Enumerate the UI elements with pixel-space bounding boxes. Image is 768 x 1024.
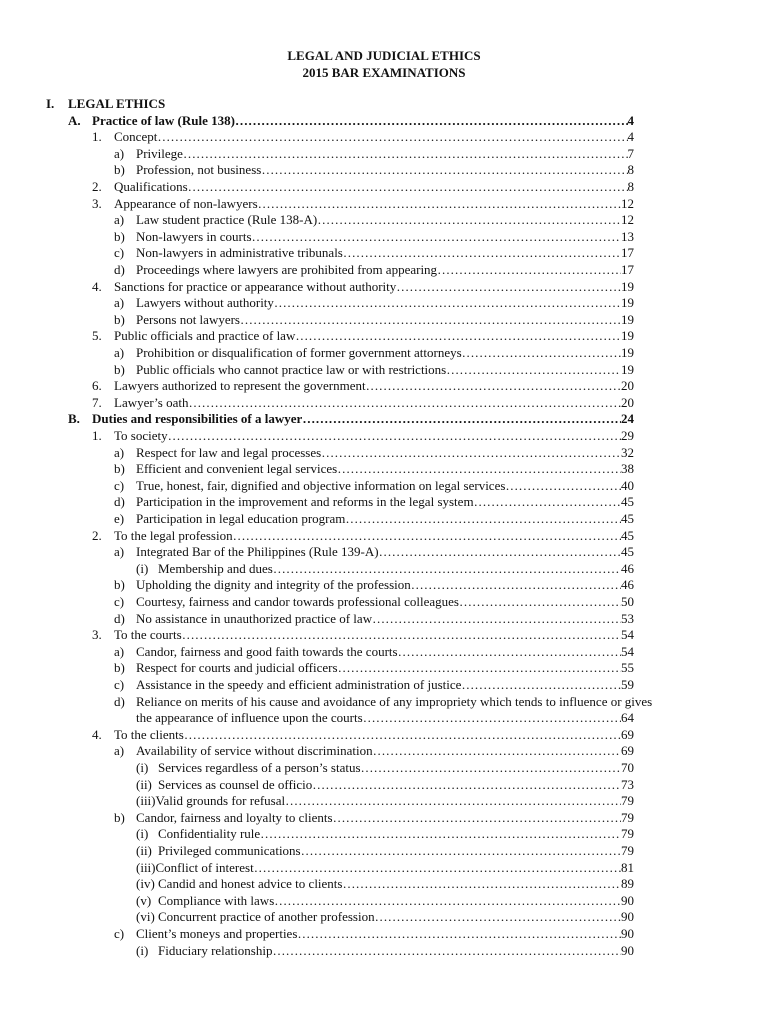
toc-entry-page: 53 xyxy=(621,610,634,626)
toc-entry-label: Non-lawyers in administrative tribunals xyxy=(136,245,343,261)
toc-entry-page: 19 xyxy=(621,278,634,294)
toc-entry-label: To the courts xyxy=(114,627,182,643)
toc-entry-page: 90 xyxy=(621,942,634,958)
toc-leader-dots xyxy=(285,793,621,809)
toc-entry-page: 55 xyxy=(621,660,634,676)
toc-entry xyxy=(114,245,634,261)
toc-entry-page: 54 xyxy=(621,627,634,643)
toc-entry-label: Profession, not business xyxy=(136,162,262,178)
toc-entry xyxy=(114,461,634,477)
toc-entry-page: 20 xyxy=(621,378,634,394)
toc-leader-dots xyxy=(272,943,621,959)
toc-entry xyxy=(46,96,634,112)
toc-entry-label: Non-lawyers in courts xyxy=(136,228,252,244)
toc-entry xyxy=(92,279,634,295)
toc-entry-number: b) xyxy=(114,577,125,593)
toc-entry-label: Prohibition or disqualification of former government attorneys xyxy=(136,345,462,360)
toc-leader-dots xyxy=(379,544,621,560)
toc-leader-dots xyxy=(396,279,621,295)
toc-entry-number: a) xyxy=(114,643,125,659)
toc-entry-number: 2. xyxy=(92,179,102,194)
toc-entry-label: Lawyers without authority xyxy=(136,295,274,311)
toc-entry xyxy=(92,378,634,394)
toc-entry-number: b) xyxy=(114,361,125,377)
toc-entry xyxy=(114,212,634,228)
toc-entry-number: 3. xyxy=(92,627,102,643)
toc-entry xyxy=(114,660,634,676)
toc-entry-page: 17 xyxy=(621,262,634,277)
toc-entry-label: To the legal profession xyxy=(114,527,233,543)
toc-leader-dots xyxy=(168,428,621,444)
toc-leader-dots xyxy=(302,411,621,427)
toc-entry-number: (i) xyxy=(136,560,149,576)
toc-entry-label: Concept xyxy=(114,129,158,145)
toc-leader-dots xyxy=(183,146,628,162)
toc-leader-dots xyxy=(333,810,621,826)
toc-entry-number: (iii) xyxy=(136,859,156,875)
toc-entry-label: Integrated Bar of the Philippines (Rule 139-A) xyxy=(136,544,379,560)
toc-entry-number: c) xyxy=(114,677,125,692)
toc-leader-dots xyxy=(273,561,621,577)
toc-leader-dots xyxy=(461,677,621,693)
toc-leader-dots xyxy=(411,577,621,593)
toc-leader-dots xyxy=(261,162,627,178)
toc-leader-dots xyxy=(375,909,621,925)
toc-entry-number: 7. xyxy=(92,394,102,410)
toc-entry xyxy=(114,146,634,162)
toc-entry-page: 45 xyxy=(621,494,634,510)
toc-entry-label: LEGAL ETHICS xyxy=(68,96,166,111)
toc-entry-label: Duties and responsibilities of a lawyer xyxy=(92,411,303,427)
toc-entry-label: Membership and dues xyxy=(158,560,273,576)
toc-entry-page: 4 xyxy=(627,129,634,145)
toc-entry-page: 19 xyxy=(621,328,634,344)
toc-leader-dots xyxy=(462,345,621,361)
toc-entry-page: 8 xyxy=(627,162,634,178)
toc-entry-page: 19 xyxy=(621,361,634,377)
toc-leader-dots xyxy=(372,611,621,627)
document-title-line-1: LEGAL AND JUDICIAL ETHICS xyxy=(287,48,481,63)
toc-entry-number: b) xyxy=(114,461,125,477)
toc-entry xyxy=(68,411,634,427)
toc-entry-page: 69 xyxy=(621,726,634,742)
toc-entry-page: 73 xyxy=(621,776,634,792)
toc-leader-dots xyxy=(363,710,621,726)
toc-entry-number: (ii) xyxy=(136,776,152,792)
toc-entry-label: Privilege xyxy=(136,145,183,161)
toc-entry-label: Lawyers authorized to represent the government xyxy=(114,378,366,394)
toc-entry-label: the appearance of influence upon the courts xyxy=(136,710,363,726)
toc-entry-page: 12 xyxy=(621,195,634,211)
toc-leader-dots xyxy=(366,378,621,394)
toc-entry-label: Efficient and convenient legal services xyxy=(136,461,338,477)
toc-entry-number: 1. xyxy=(92,129,102,145)
toc-leader-dots xyxy=(252,229,621,245)
toc-entry-label: Compliance with laws xyxy=(158,892,275,908)
toc-entry-page: 38 xyxy=(621,461,634,477)
toc-entry-number: 4. xyxy=(92,278,102,294)
toc-entry-page: 59 xyxy=(621,677,634,692)
toc-entry-number: (i) xyxy=(136,942,149,958)
toc-entry xyxy=(92,196,634,212)
toc-entry-number: 6. xyxy=(92,378,102,394)
toc-entry-label: Practice of law (Rule 138) xyxy=(92,112,235,128)
toc-entry-page: 19 xyxy=(621,345,634,360)
toc-entry-label: Qualifications xyxy=(114,179,188,194)
toc-entry xyxy=(114,445,634,461)
toc-entry-label: Privileged communications xyxy=(158,843,301,858)
toc-leader-dots xyxy=(188,395,621,411)
toc-leader-dots xyxy=(188,179,628,195)
toc-entry xyxy=(114,262,634,278)
toc-leader-dots xyxy=(254,860,621,876)
toc-entry-number: b) xyxy=(114,162,125,178)
toc-entry-page: 90 xyxy=(621,892,634,908)
toc-entry-label: Concurrent practice of another profession xyxy=(158,909,375,925)
toc-entry-page: 12 xyxy=(621,212,634,228)
toc-entry-page: 17 xyxy=(621,245,634,261)
toc-entry-number: (iii) xyxy=(136,793,156,809)
toc-leader-dots xyxy=(342,876,621,892)
toc-entry-label: Sanctions for practice or appearance without authority xyxy=(114,278,397,294)
toc-entry-page: 79 xyxy=(621,793,634,809)
toc-entry-number: 4. xyxy=(92,726,102,742)
toc-entry xyxy=(114,478,634,494)
toc-entry-page: 46 xyxy=(621,577,634,593)
toc-entry-page: 54 xyxy=(621,643,634,659)
toc-entry-number: d) xyxy=(114,494,125,510)
toc-entry-label: Participation in the improvement and reforms in the legal system xyxy=(136,494,474,510)
toc-entry xyxy=(136,777,634,793)
toc-leader-dots xyxy=(321,445,621,461)
toc-entry-label: True, honest, fair, dignified and objective information on legal services xyxy=(136,477,506,493)
toc-entry-label: Respect for courts and judicial officers xyxy=(136,660,338,676)
toc-entry-label: No assistance in unauthorized practice of law xyxy=(136,610,373,626)
toc-entry-page: 90 xyxy=(621,926,634,941)
toc-entry-page: 69 xyxy=(621,743,634,759)
toc-entry-number: 3. xyxy=(92,195,102,211)
toc-entry xyxy=(136,561,634,577)
toc-entry-label: Participation in legal education program xyxy=(136,511,346,526)
toc-entry-number: c) xyxy=(114,594,125,609)
toc-entry-number: 2. xyxy=(92,527,102,543)
toc-entry-page: 50 xyxy=(621,594,634,609)
toc-entry-number: I. xyxy=(46,96,55,111)
toc-entry xyxy=(136,793,634,809)
toc-entry-number: d) xyxy=(114,262,125,277)
toc-entry-page: 45 xyxy=(621,527,634,543)
toc-leader-dots xyxy=(240,312,621,328)
toc-leader-dots xyxy=(317,212,621,228)
toc-entry xyxy=(92,528,634,544)
toc-entry-page: 19 xyxy=(621,311,634,327)
toc-entry-label: Valid grounds for refusal xyxy=(155,793,286,809)
toc-leader-dots xyxy=(258,196,621,212)
toc-entry-label: Assistance in the speedy and efficient administration of justice xyxy=(136,677,462,692)
toc-entry-number: (iv) xyxy=(136,876,155,892)
toc-leader-dots xyxy=(338,660,621,676)
toc-entry xyxy=(92,179,634,195)
toc-entry-label: Confidentiality rule xyxy=(158,826,261,842)
toc-entry xyxy=(114,677,634,693)
toc-leader-dots xyxy=(157,129,627,145)
toc-leader-dots xyxy=(343,245,621,261)
toc-entry-label: Availability of service without discrimination xyxy=(136,743,373,759)
toc-entry-number: B. xyxy=(68,411,80,427)
toc-entry xyxy=(92,428,634,444)
toc-entry-number: b) xyxy=(114,311,125,327)
toc-entry-page: 4 xyxy=(627,112,634,128)
toc-entry xyxy=(114,312,634,328)
toc-entry-page: 13 xyxy=(621,228,634,244)
toc-entry-label: Public officials and practice of law xyxy=(114,328,296,344)
toc-entry-label: Persons not lawyers xyxy=(136,311,240,327)
toc-entry-number: b) xyxy=(114,228,125,244)
toc-entry-page: 32 xyxy=(621,444,634,460)
toc-entry xyxy=(114,494,634,510)
toc-entry xyxy=(114,926,634,942)
toc-entry-page: 79 xyxy=(621,843,634,858)
toc-entry xyxy=(136,860,634,876)
toc-entry-label: Candid and honest advice to clients xyxy=(158,876,343,892)
toc-entry-number: a) xyxy=(114,743,125,759)
toc-entry xyxy=(114,295,634,311)
toc-entry-page: 45 xyxy=(621,544,634,560)
toc-entry xyxy=(114,362,634,378)
toc-entry xyxy=(136,876,634,892)
toc-leader-dots xyxy=(260,826,621,842)
toc-entry-number: d) xyxy=(114,610,125,626)
toc-entry-number: b) xyxy=(114,809,125,825)
toc-leader-dots xyxy=(361,760,621,776)
toc-entry-number: 1. xyxy=(92,428,102,443)
toc-entry-page: 19 xyxy=(621,295,634,311)
toc-entry-page: 46 xyxy=(621,560,634,576)
toc-entry-page: 45 xyxy=(621,511,634,526)
toc-entry xyxy=(68,113,634,129)
toc-leader-dots xyxy=(312,777,621,793)
toc-entry-label: Conflict of interest xyxy=(155,859,254,875)
toc-entry-page: 79 xyxy=(621,809,634,825)
toc-entry xyxy=(92,395,634,411)
toc-entry-page: 7 xyxy=(627,145,634,161)
toc-entry-label: Reliance on merits of his cause and avoidance of any impropriety which tends to influence or gives xyxy=(136,693,653,709)
toc-entry-number: (i) xyxy=(136,826,149,842)
toc-entry xyxy=(114,511,634,527)
toc-entry xyxy=(92,129,634,145)
toc-entry-number: c) xyxy=(114,926,125,941)
toc-entry-label: Candor, fairness and good faith towards the courts xyxy=(136,643,398,659)
toc-entry xyxy=(114,577,634,593)
toc-entry xyxy=(136,760,634,776)
toc-entry-number: (vi) xyxy=(136,909,155,925)
toc-entry-label: Upholding the dignity and integrity of the profession xyxy=(136,577,411,593)
toc-leader-dots xyxy=(437,262,621,278)
toc-entry xyxy=(114,710,634,726)
toc-entry-page: 64 xyxy=(621,710,634,726)
toc-entry-number: (v) xyxy=(136,892,152,908)
toc-entry-number: a) xyxy=(114,444,125,460)
toc-entry-label: Services as counsel de officio xyxy=(158,776,313,792)
toc-entry xyxy=(92,727,634,743)
toc-leader-dots xyxy=(373,743,621,759)
toc-entry-label: To the clients xyxy=(114,726,184,742)
toc-entry-label: Courtesy, fairness and candor towards professional colleagues xyxy=(136,594,459,609)
toc-entry-number: b) xyxy=(114,660,125,676)
toc-leader-dots xyxy=(345,511,621,527)
toc-entry-page: 70 xyxy=(621,760,634,775)
toc-entry-number: c) xyxy=(114,245,125,261)
toc-entry-number: A. xyxy=(68,112,81,128)
toc-entry xyxy=(92,627,634,643)
toc-leader-dots xyxy=(301,843,621,859)
toc-entry-number: (ii) xyxy=(136,843,152,858)
toc-entry-number: e) xyxy=(114,511,125,526)
toc-entry-page: 24 xyxy=(621,411,634,427)
toc-entry-number: a) xyxy=(114,345,125,360)
toc-leader-dots xyxy=(182,627,621,643)
toc-entry xyxy=(92,328,634,344)
toc-entry-label: Lawyer’s oath xyxy=(114,394,189,410)
toc-entry-label: Proceedings where lawyers are prohibited from appearing xyxy=(136,262,438,277)
toc-entry-label: To society xyxy=(114,428,168,443)
toc-entry xyxy=(136,843,634,859)
toc-entry-page: 8 xyxy=(627,179,634,194)
toc-entry-page: 81 xyxy=(621,859,634,875)
toc-entry-number: a) xyxy=(114,145,125,161)
toc-leader-dots xyxy=(505,478,621,494)
toc-entry xyxy=(114,644,634,660)
toc-entry-label: Appearance of non-lawyers xyxy=(114,195,258,211)
toc-entry xyxy=(136,943,634,959)
toc-entry-number: 5. xyxy=(92,328,102,344)
toc-entry xyxy=(114,594,634,610)
toc-entry xyxy=(114,229,634,245)
toc-entry-label: Services regardless of a person’s status xyxy=(158,760,361,775)
toc-entry-label: Public officials who cannot practice law or with restrictions xyxy=(136,361,447,377)
toc-leader-dots xyxy=(233,528,621,544)
toc-entry-label: Candor, fairness and loyalty to clients xyxy=(136,809,333,825)
toc-entry-page: 79 xyxy=(621,826,634,842)
toc-entry-number: d) xyxy=(114,693,125,709)
toc-entry-page: 40 xyxy=(621,477,634,493)
toc-entry-number: a) xyxy=(114,295,125,311)
toc-entry-label: Law student practice (Rule 138-A) xyxy=(136,212,318,228)
toc-entry-page: 90 xyxy=(621,909,634,925)
toc-entry-label: Client’s moneys and properties xyxy=(136,926,298,941)
toc-leader-dots xyxy=(446,362,621,378)
toc-entry-page: 20 xyxy=(621,394,634,410)
toc-entry-number: a) xyxy=(114,544,125,560)
toc-entry xyxy=(114,611,634,627)
toc-entry xyxy=(114,162,634,178)
document-title-line-2: 2015 BAR EXAMINATIONS xyxy=(302,65,466,80)
toc-leader-dots xyxy=(295,328,621,344)
toc-entry-label: Fiduciary relationship xyxy=(158,942,273,958)
toc-entry-number: c) xyxy=(114,477,125,493)
toc-entry-label: Respect for law and legal processes xyxy=(136,444,322,460)
toc-leader-dots xyxy=(297,926,621,942)
toc-entry-page: 89 xyxy=(621,876,634,892)
toc-entry xyxy=(136,893,634,909)
toc-entry xyxy=(114,694,714,710)
toc-entry xyxy=(114,345,634,361)
toc-entry xyxy=(114,544,634,560)
toc-entry-page: 29 xyxy=(621,428,634,443)
toc-leader-dots xyxy=(398,644,621,660)
toc-entry xyxy=(136,909,634,925)
toc-entry-number: a) xyxy=(114,212,125,228)
toc-entry xyxy=(114,810,634,826)
toc-leader-dots xyxy=(274,893,621,909)
toc-leader-dots xyxy=(235,113,628,129)
toc-entry xyxy=(136,826,634,842)
toc-leader-dots xyxy=(274,295,621,311)
toc-leader-dots xyxy=(184,727,621,743)
toc-leader-dots xyxy=(474,494,621,510)
toc-leader-dots xyxy=(337,461,621,477)
toc-entry-number: (i) xyxy=(136,760,149,775)
toc-leader-dots xyxy=(459,594,621,610)
toc-entry xyxy=(114,743,634,759)
